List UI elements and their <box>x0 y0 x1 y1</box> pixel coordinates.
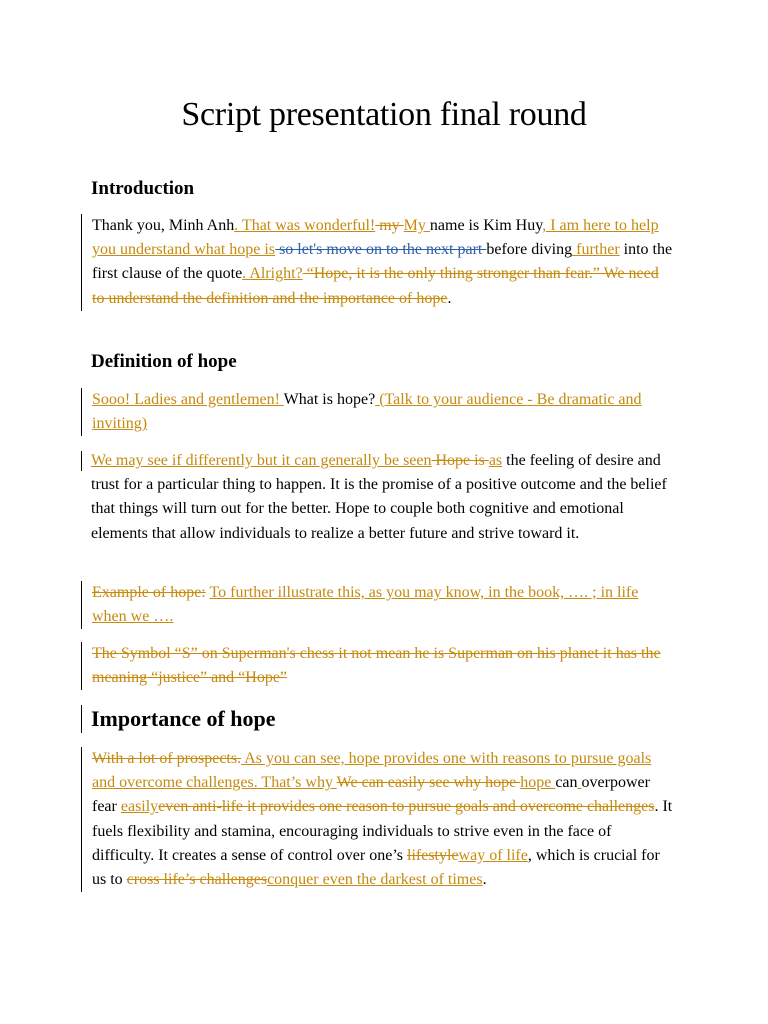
text-run: the feeling of desire and trust for a particular thing to happen. It is the promise of a positive outcome and the belief that things will turn out for the better. Hope to couple both cognitive and emotional elements that allow individuals to realize a better future and strive toward it. <box>91 452 667 542</box>
document-title: Script presentation final round <box>181 96 587 133</box>
paragraph-definition-intro[interactable] <box>81 388 674 436</box>
text-run: . <box>447 289 452 307</box>
deletion-run: Example of hope: <box>92 584 206 601</box>
paragraph-example[interactable] <box>81 581 674 629</box>
text-run: . It fuels flexibility and stamina, encouraging individuals to strive even in the face of difficulty. It creates a sense of control over one’s <box>92 798 673 864</box>
insertion-run: hope <box>520 774 556 792</box>
heading-introduction: Introduction <box>91 178 195 199</box>
insertion-run: , I am here to help you understand what hope is <box>92 217 659 259</box>
insertion-run: Sooo! Ladies and gentlemen! <box>92 391 284 408</box>
text-run: overpower fear <box>92 774 650 816</box>
insertion-run: As you can see, hope provides one with reasons to pursue goals and overcome challenges. That’s why <box>92 750 652 792</box>
deletion-run: so let's move on to the next part <box>275 241 487 259</box>
deletion-run: lifestyle <box>407 846 459 864</box>
deletion-run: my <box>375 217 404 234</box>
text-run: can <box>555 774 578 792</box>
insertion-run: way of life <box>458 846 528 864</box>
change-bar <box>81 451 82 471</box>
text-run: name is Kim Huy <box>429 217 543 234</box>
insertion-run: My <box>403 217 430 234</box>
heading-definition: Definition of hope <box>91 351 237 372</box>
paragraph-introduction[interactable] <box>81 214 674 311</box>
deletion-run: even anti-life it provides one reason to pursue goals and overcome challenges <box>158 798 655 816</box>
insertion-run: . Alright? <box>242 265 303 283</box>
text-run: . <box>482 871 487 889</box>
insertion-run: as <box>488 452 503 469</box>
insertion-run: To further illustrate this, as you may know, in the book, …. ; in life when we …. <box>92 584 639 626</box>
insertion-run: . That was wonderful! <box>234 217 376 234</box>
text-run: before diving <box>486 241 573 259</box>
text-run: into the first clause of the quote <box>92 241 673 283</box>
insertion-run: (Talk to your audience - Be dramatic and inviting) <box>92 391 642 433</box>
deletion-run: We can easily see why hope <box>336 774 521 792</box>
deletion-run: Hope is <box>431 452 489 469</box>
text-run: Thank you, Minh Anh <box>92 217 235 234</box>
paragraph-importance[interactable] <box>81 747 674 892</box>
paragraph-superman[interactable] <box>81 642 674 690</box>
insertion-run: further <box>572 241 620 259</box>
paragraph-definition[interactable] <box>81 449 673 546</box>
change-bar <box>81 705 82 733</box>
deletion-run: The Symbol “S” on Superman's chess it not mean he is Superman on his planet it has the meaning “justice” and “Hope” <box>92 645 661 687</box>
text-run: What is hope? <box>283 391 376 408</box>
insertion-run: easily <box>120 798 159 816</box>
insertion-run: conquer even the darkest of times <box>267 871 483 889</box>
deletion-run: “Hope, it is the only thing stronger than fear.” We need to understand the definition and the importance of hope <box>92 265 659 307</box>
insertion-run: We may see if differently but it can generally be seen <box>91 452 432 469</box>
text-run: , which is crucial for us to <box>92 846 660 889</box>
deletion-run: With a lot of prospects. <box>92 750 242 767</box>
deletion-run: cross life’s challenges <box>126 871 268 889</box>
heading-importance: Importance of hope <box>91 706 276 731</box>
